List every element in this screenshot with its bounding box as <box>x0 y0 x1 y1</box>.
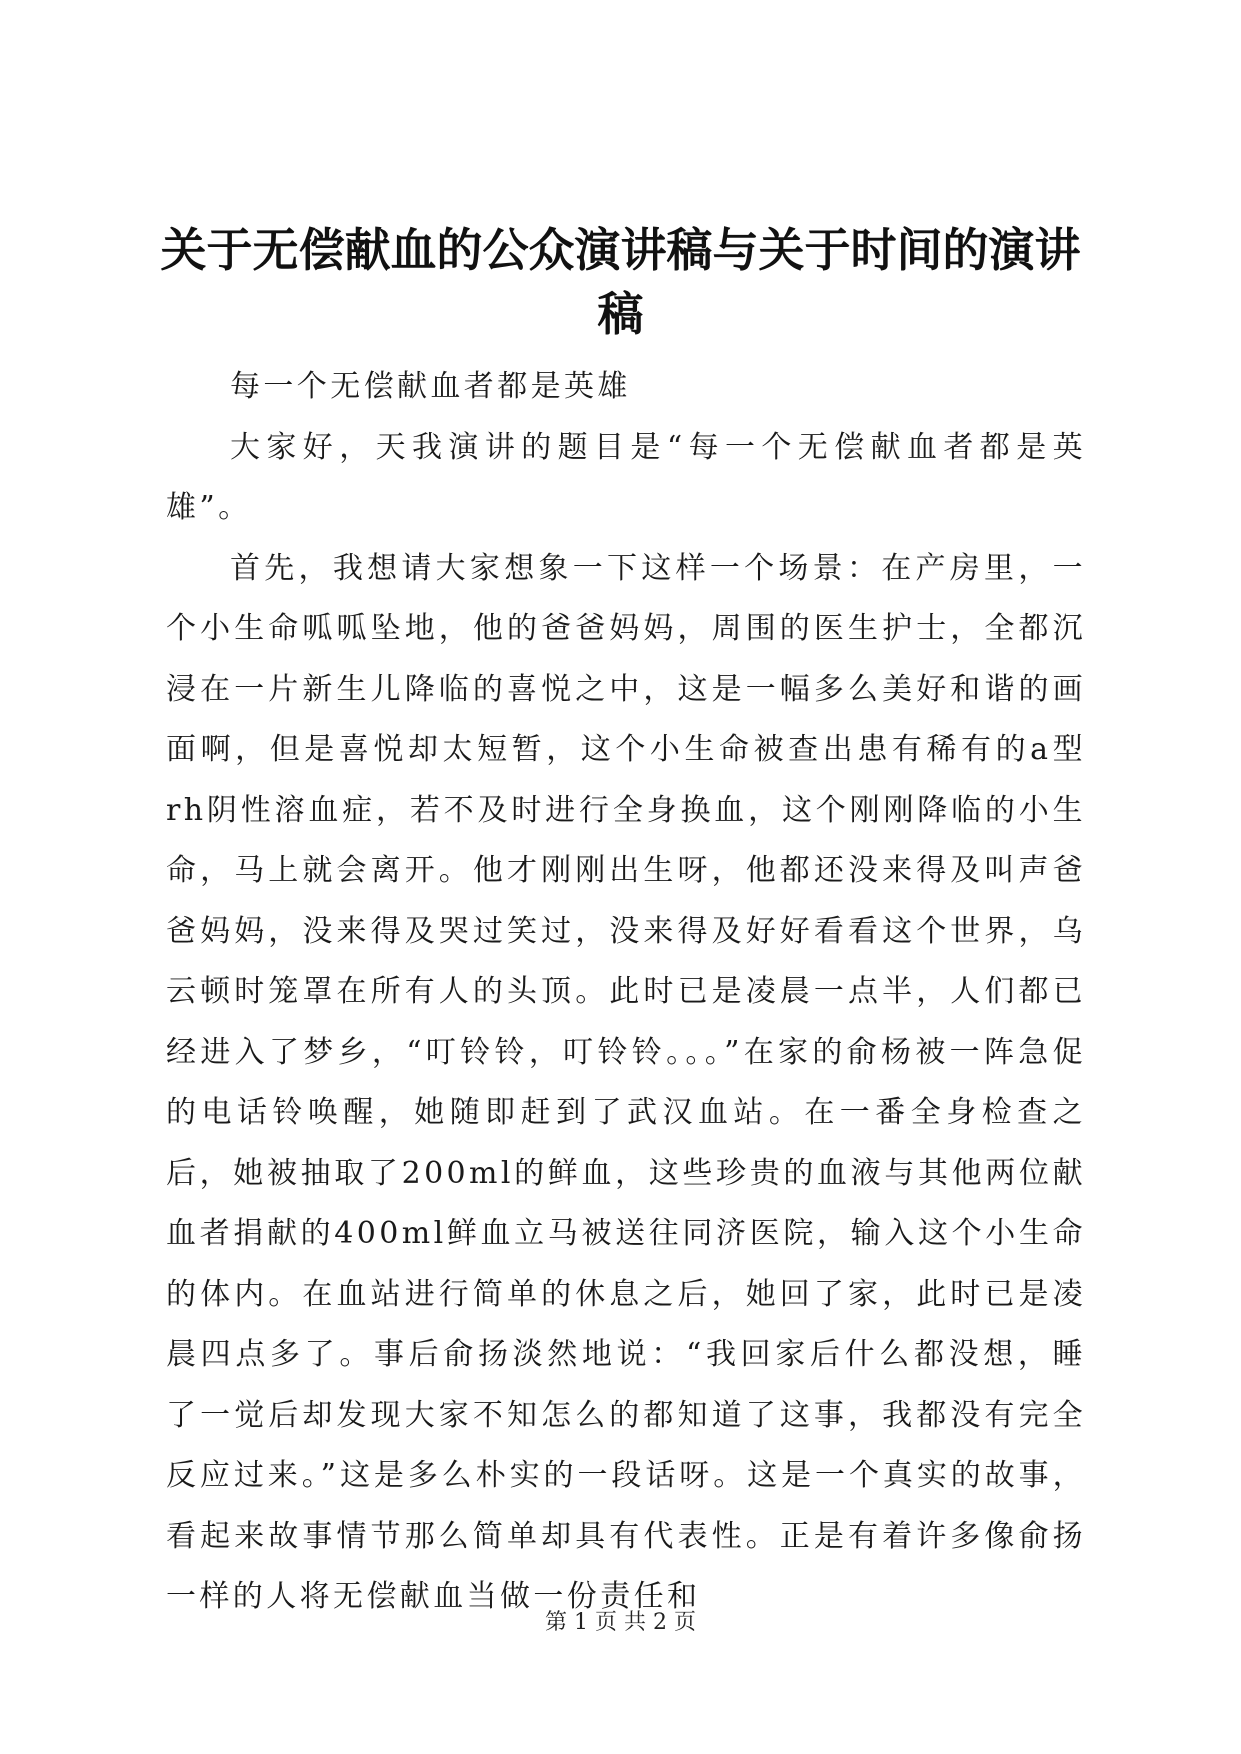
paragraph-speech-heading: 每一个无偿献血者都是英雄 <box>230 369 631 404</box>
paragraph-greeting: 大家好，天我演讲的题目是“每一个无偿献血者都是英雄”。 <box>166 429 1086 525</box>
paragraph-story: 首先，我想请大家想象一下这样一个场景：在产房里，一个小生命呱呱坠地，他的爸爸妈妈，周围的医生护士，全都沉浸在一片新生儿降临的喜悦之中，这是一幅多么美好和谐的画面啊，但是喜悦却太短暂，这个小生命被查出患有稀有的a型rh阴性溶血症，若不及时进行全身换血，这个刚刚降临的小生命，马上就会离开。他才刚刚出生呀，他都还没来得及叫声爸爸妈妈，没来得及哭过笑过，没来得及好好看看这个世界，乌云顿时笼罩在所有人的头顶。此时已是凌晨一点半，人们都已经进入了梦乡，“叮铃铃，叮铃铃。。。”在家的俞杨被一阵急促的电话铃唤醒，她随即赶到了武汉血站。在一番全身检查之后，她被抽取了200ml的鲜血，这些珍贵的血液与其他两位献血者捐献的400ml鲜血立马被送往同济医院，输入这个小生命的体内。在血站进行简单的休息之后，她回了家，此时已是凌晨四点多了。事后俞扬淡然地说：“我回家后什么都没想，睡了一觉后却发现大家不知怎么的都知道了这事，我都没有完全反应过来。”这是多么朴实的一段话呀。这是一个真实的故事，看起来故事情节那么简单却具有代表性。正是有着许多像俞扬一样的人将无偿献血当做一份责任和 <box>166 550 1086 1614</box>
document-title: 关于无偿献血的公众演讲稿与关于时间的演讲稿 <box>160 223 1081 341</box>
document-body <box>166 357 1086 1628</box>
page-footer: 第 1 页 共 2 页 <box>545 1610 696 1635</box>
